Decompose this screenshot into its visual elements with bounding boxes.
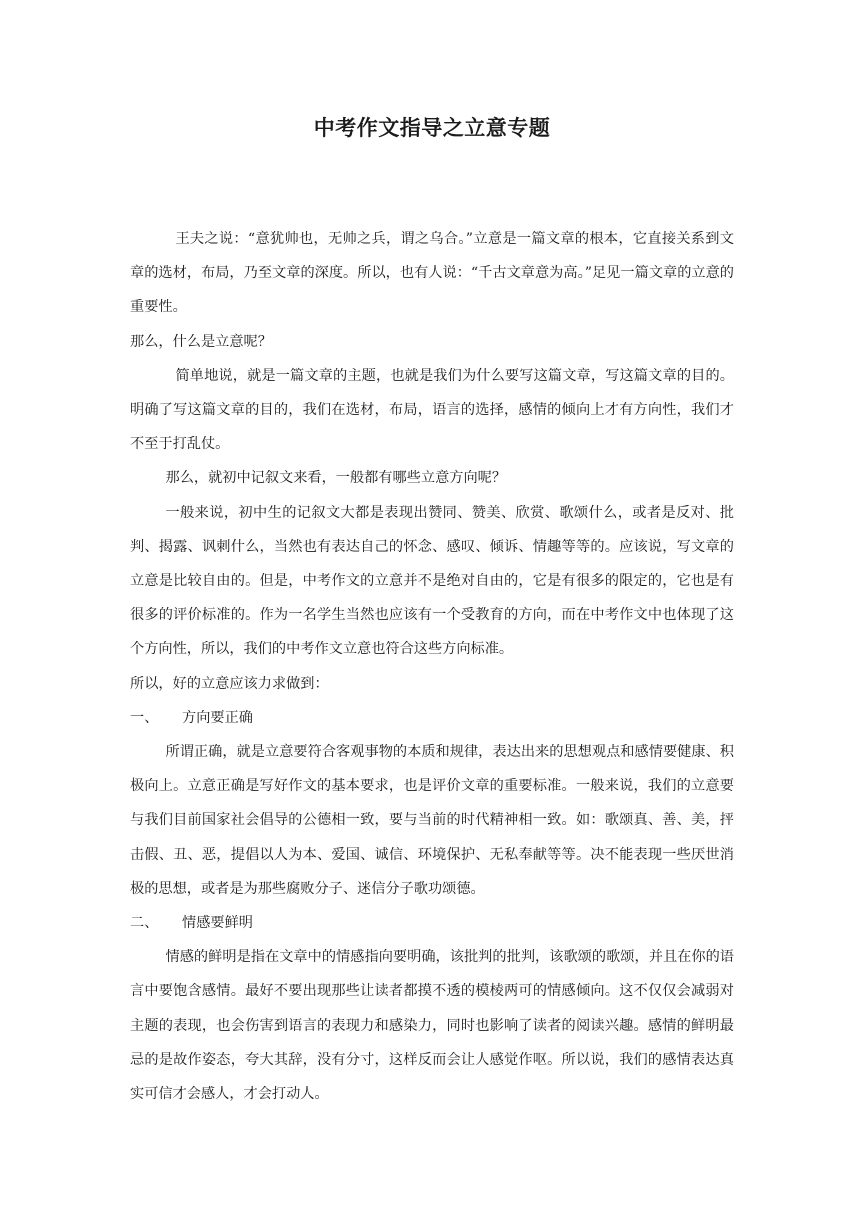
section-heading-1 [130, 701, 734, 735]
paragraph-general: 一般来说，初中生的记叙文大都是表现出赞同、赞美、欣赏、歌颂什么，或者是反对、批判、揭露、讽刺什么，当然也有表达自己的怀念、感叹、倾诉、情趣等等的。应该说，写文章的立意是比较自由的。但是，中考作文的立意并不是绝对自由的，它是有很多的限定的，它也是有很多的评价标准的。作为一名学生当然也应该有一个受教育的方向，而在中考作文中也体现了这个方向性，所以，我们的中考作文立意也符合这些方向标准。 [130, 504, 734, 658]
section-heading-2 [130, 906, 734, 940]
section-number-2: 二、 [130, 915, 159, 932]
section-title-2: 情感要鲜明 [182, 915, 253, 932]
paragraph-question: 那么，什么是立意呢？ [130, 333, 272, 350]
paragraph-direction-question: 那么，就初中记叙文来看，一般都有哪些立意方向呢？ [165, 470, 507, 487]
paragraph-intro: 王夫之说：“意犹帅也，无帅之兵，谓之乌合。”立意是一篇文章的根本，它直接关系到文章的选材，布局，乃至文章的深度。所以，也有人说：“千古文章意为高。”足见一篇文章的立意的重要性。 [130, 231, 734, 316]
document-title: 中考作文指导之立意专题 [313, 116, 551, 140]
paragraph-lead: 所以，好的立意应该力求做到： [130, 675, 329, 692]
section-title-1: 方向要正确 [182, 709, 253, 726]
section-text-1: 所谓正确，就是立意要符合客观事物的本质和规律，表达出来的思想观点和感情要健康、积极向上。立意正确是写好作文的基本要求，也是评价文章的重要标准。一般来说，我们的立意要与我们目前国家社会倡导的公德相一致，要与当前的时代精神相一致。如：歌颂真、善、美，抨击假、丑、恶，提倡以人为本、爱国、诚信、环境保护、无私奉献等等。决不能表现一些厌世消极的思想，或者是为那些腐败分子、迷信分子歌功颂德。 [130, 744, 734, 897]
section-number-1: 一、 [130, 709, 159, 726]
document-body [130, 222, 734, 1111]
paragraph-definition: 简单地说，就是一篇文章的主题，也就是我们为什么要写这篇文章，写这篇文章的目的。明确了写这篇文章的目的，我们在选材，布局，语言的选择，感情的倾向上才有方向性，我们才不至于打乱仗。 [130, 367, 734, 453]
section-text-2: 情感的鲜明是指在文章中的情感指向要明确，该批判的批判，该歌颂的歌颂，并且在你的语言中要饱含感情。最好不要出现那些让读者都摸不透的模棱两可的情感倾向。这不仅仅会减弱对主题的表现，也会伤害到语言的表现力和感染力，同时也影响了读者的阅读兴趣。感情的鲜明最忌的是故作姿态，夸大其辞，没有分寸，这样反而会让人感觉作呕。所以说，我们的感情表达真实可信才会感人，才会打动人。 [130, 949, 734, 1103]
